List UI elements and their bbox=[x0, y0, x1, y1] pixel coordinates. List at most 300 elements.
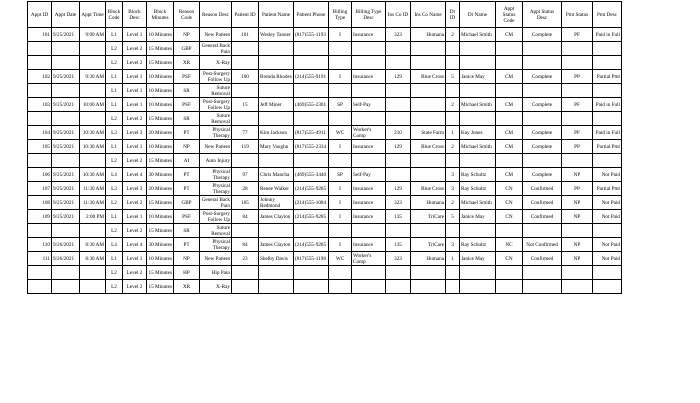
cell-appt-time: 10:30 AM bbox=[80, 168, 106, 182]
cell-appt-date bbox=[52, 266, 80, 280]
cell-appt-status-desc: Complete bbox=[523, 28, 562, 42]
cell-dr-id bbox=[446, 266, 460, 280]
cell-appt-status-code bbox=[496, 280, 523, 294]
cell-ins-co-name bbox=[411, 98, 446, 112]
cell-appt-date: 9/26/2021 bbox=[52, 252, 80, 266]
cell-dr-id: 2 bbox=[446, 98, 460, 112]
cell-pmt-status bbox=[562, 42, 593, 56]
cell-ins-co-id: 129 bbox=[386, 140, 411, 154]
table-row bbox=[28, 210, 622, 224]
cell-dr-id bbox=[446, 280, 460, 294]
cell-appt-status-desc: Confirmed bbox=[523, 182, 562, 196]
cell-reason-code: SR bbox=[174, 112, 200, 126]
cell-pmt-desc: Partial Pmt bbox=[593, 70, 622, 84]
cell-billing-type: I bbox=[329, 238, 352, 252]
cell-block-code: L4 bbox=[106, 238, 123, 252]
cell-pmt-desc: Paid in Full bbox=[593, 98, 622, 112]
cell-patient-phone bbox=[294, 56, 329, 70]
cell-billing-type-desc: Insurance bbox=[352, 70, 386, 84]
cell-reason-desc: X-Ray bbox=[200, 56, 232, 70]
cell-appt-time: 8:30 AM bbox=[80, 252, 106, 266]
cell-appt-time bbox=[80, 224, 106, 238]
cell-billing-type: I bbox=[329, 70, 352, 84]
cell-pmt-desc bbox=[593, 266, 622, 280]
cell-appt-time: 2:00 PM bbox=[80, 210, 106, 224]
cell-appt-status-code bbox=[496, 56, 523, 70]
cell-reason-code: NP bbox=[174, 252, 200, 266]
cell-block-desc: Level 1 bbox=[123, 70, 147, 84]
cell-dr-name: Michael Smith bbox=[460, 98, 496, 112]
cell-appt-date bbox=[52, 56, 80, 70]
cell-appt-id bbox=[28, 154, 52, 168]
cell-block-code: L3 bbox=[106, 126, 123, 140]
column-header-patient-name: Patient Name bbox=[259, 2, 294, 28]
cell-appt-status-code: CM bbox=[496, 126, 523, 140]
cell-appt-status-desc: Confirmed bbox=[523, 252, 562, 266]
cell-appt-time bbox=[80, 154, 106, 168]
cell-patient-phone: (817)555-1193 bbox=[294, 28, 329, 42]
cell-appt-time bbox=[80, 280, 106, 294]
cell-reason-desc: Hip Pain bbox=[200, 266, 232, 280]
cell-appt-time: 10:00 AM bbox=[80, 98, 106, 112]
cell-patient-id: 84 bbox=[232, 238, 259, 252]
cell-appt-status-code: CM bbox=[496, 70, 523, 84]
cell-patient-id bbox=[232, 84, 259, 98]
cell-dr-name bbox=[460, 280, 496, 294]
cell-patient-name: Renee Walker bbox=[259, 182, 294, 196]
column-header-reason-desc: Reason Desc bbox=[200, 2, 232, 28]
cell-appt-status-code: CM bbox=[496, 140, 523, 154]
cell-appt-date bbox=[52, 154, 80, 168]
table-row bbox=[28, 168, 622, 182]
cell-block-minutes: 10 Minutes bbox=[147, 252, 174, 266]
cell-block-desc: Level 2 bbox=[123, 196, 147, 210]
cell-ins-co-id bbox=[386, 280, 411, 294]
cell-pmt-status: PF bbox=[562, 98, 593, 112]
cell-billing-type bbox=[329, 112, 352, 126]
cell-block-code: L2 bbox=[106, 280, 123, 294]
table-row bbox=[28, 70, 622, 84]
table-row bbox=[28, 266, 622, 280]
column-header-block-desc: Block Desc bbox=[123, 2, 147, 28]
cell-reason-desc: General Back Pain bbox=[200, 196, 232, 210]
cell-appt-status-code: NC bbox=[496, 238, 523, 252]
cell-patient-name: Mary Vaughn bbox=[259, 140, 294, 154]
table-row bbox=[28, 196, 622, 210]
cell-billing-type bbox=[329, 56, 352, 70]
cell-appt-status-desc bbox=[523, 112, 562, 126]
cell-appt-time bbox=[80, 266, 106, 280]
cell-appt-status-code: CM bbox=[496, 98, 523, 112]
cell-reason-desc: Physical Therapy bbox=[200, 168, 232, 182]
column-header-block-code: Block Code bbox=[106, 2, 123, 28]
cell-block-minutes: 30 Minutes bbox=[147, 238, 174, 252]
cell-reason-desc: Auto Injury bbox=[200, 154, 232, 168]
cell-patient-phone bbox=[294, 154, 329, 168]
cell-pmt-status: PP bbox=[562, 140, 593, 154]
cell-patient-id: 119 bbox=[232, 140, 259, 154]
column-header-pmt-desc: Pmt Desc bbox=[593, 2, 622, 28]
cell-appt-date bbox=[52, 42, 80, 56]
cell-appt-date: 9/25/2021 bbox=[52, 196, 80, 210]
cell-block-code: L1 bbox=[106, 252, 123, 266]
cell-patient-phone: (469)555-3440 bbox=[294, 168, 329, 182]
cell-block-minutes: 15 Minutes bbox=[147, 42, 174, 56]
cell-appt-id bbox=[28, 280, 52, 294]
cell-pmt-status: PP bbox=[562, 182, 593, 196]
cell-block-code: L2 bbox=[106, 224, 123, 238]
cell-ins-co-name bbox=[411, 154, 446, 168]
cell-appt-time: 10:30 AM bbox=[80, 126, 106, 140]
cell-appt-status-code bbox=[496, 84, 523, 98]
cell-appt-time bbox=[80, 56, 106, 70]
column-header-patient-id: Patient ID bbox=[232, 2, 259, 28]
cell-appt-status-code bbox=[496, 42, 523, 56]
cell-reason-desc: Physical Therapy bbox=[200, 182, 232, 196]
cell-block-minutes: 30 Minutes bbox=[147, 168, 174, 182]
cell-ins-co-name: Humana bbox=[411, 196, 446, 210]
cell-block-code: L4 bbox=[106, 168, 123, 182]
cell-reason-desc: Suture Removal bbox=[200, 112, 232, 126]
cell-patient-phone bbox=[294, 112, 329, 126]
cell-dr-name: Michael Smith bbox=[460, 140, 496, 154]
cell-ins-co-name: Humana bbox=[411, 28, 446, 42]
cell-patient-id bbox=[232, 154, 259, 168]
cell-patient-id: 23 bbox=[232, 252, 259, 266]
cell-billing-type-desc: Insurance bbox=[352, 196, 386, 210]
cell-pmt-status bbox=[562, 266, 593, 280]
cell-patient-phone: (817)555-1198 bbox=[294, 252, 329, 266]
cell-block-minutes: 20 Minutes bbox=[147, 182, 174, 196]
cell-ins-co-name bbox=[411, 42, 446, 56]
cell-patient-phone: (214)555-1084 bbox=[294, 196, 329, 210]
cell-pmt-status: PF bbox=[562, 28, 593, 42]
cell-ins-co-name: TriCare bbox=[411, 210, 446, 224]
cell-reason-code: PSF bbox=[174, 70, 200, 84]
cell-billing-type: I bbox=[329, 28, 352, 42]
cell-appt-status-code bbox=[496, 154, 523, 168]
cell-appt-date: 9/25/2021 bbox=[52, 28, 80, 42]
cell-ins-co-name bbox=[411, 266, 446, 280]
cell-pmt-desc: Not Paid bbox=[593, 210, 622, 224]
cell-block-code: L2 bbox=[106, 42, 123, 56]
cell-billing-type bbox=[329, 154, 352, 168]
cell-appt-date: 9/25/2021 bbox=[52, 182, 80, 196]
cell-dr-name: Ray Schultz bbox=[460, 182, 496, 196]
cell-ins-co-id bbox=[386, 42, 411, 56]
cell-ins-co-name bbox=[411, 112, 446, 126]
cell-billing-type bbox=[329, 280, 352, 294]
cell-billing-type bbox=[329, 84, 352, 98]
appointments-table bbox=[27, 1, 622, 294]
cell-block-minutes: 10 Minutes bbox=[147, 84, 174, 98]
cell-appt-status-code: CN bbox=[496, 182, 523, 196]
cell-appt-status-desc: Complete bbox=[523, 98, 562, 112]
cell-reason-code: HP bbox=[174, 266, 200, 280]
cell-patient-name: James Clayton bbox=[259, 238, 294, 252]
cell-block-minutes: 20 Minutes bbox=[147, 126, 174, 140]
column-header-appt-date: Appt Date bbox=[52, 2, 80, 28]
cell-pmt-status bbox=[562, 84, 593, 98]
cell-billing-type bbox=[329, 42, 352, 56]
cell-ins-co-id bbox=[386, 224, 411, 238]
cell-block-desc: Level 2 bbox=[123, 42, 147, 56]
cell-reason-code: GBP bbox=[174, 42, 200, 56]
cell-billing-type: I bbox=[329, 196, 352, 210]
cell-appt-time bbox=[80, 42, 106, 56]
cell-pmt-desc: Paid in Full bbox=[593, 28, 622, 42]
cell-billing-type: WC bbox=[329, 252, 352, 266]
cell-appt-id bbox=[28, 266, 52, 280]
cell-block-desc: Level 1 bbox=[123, 140, 147, 154]
cell-appt-time: 10:30 AM bbox=[80, 140, 106, 154]
cell-appt-date: 9/25/2021 bbox=[52, 126, 80, 140]
cell-ins-co-name: Blue Cross bbox=[411, 140, 446, 154]
cell-billing-type-desc: Self-Pay bbox=[352, 98, 386, 112]
cell-billing-type: I bbox=[329, 210, 352, 224]
cell-reason-desc: X-Ray bbox=[200, 280, 232, 294]
cell-reason-desc: New Patient bbox=[200, 252, 232, 266]
cell-patient-name: Kim Jackson bbox=[259, 126, 294, 140]
cell-block-desc: Level 2 bbox=[123, 280, 147, 294]
cell-appt-id: 104 bbox=[28, 126, 52, 140]
table-row bbox=[28, 112, 622, 126]
cell-ins-co-name: Blue Cross bbox=[411, 182, 446, 196]
cell-patient-phone: (214)555-9285 bbox=[294, 210, 329, 224]
cell-appt-status-desc bbox=[523, 224, 562, 238]
cell-appt-id: 108 bbox=[28, 196, 52, 210]
cell-patient-phone: (214)555-9285 bbox=[294, 238, 329, 252]
cell-patient-name: Chris Mancha bbox=[259, 168, 294, 182]
cell-appt-date: 9/25/2021 bbox=[52, 70, 80, 84]
cell-block-desc: Level 2 bbox=[123, 154, 147, 168]
cell-block-code: L2 bbox=[106, 56, 123, 70]
cell-ins-co-name bbox=[411, 168, 446, 182]
cell-patient-id: 100 bbox=[232, 70, 259, 84]
cell-block-minutes: 10 Minutes bbox=[147, 28, 174, 42]
cell-patient-id: 84 bbox=[232, 210, 259, 224]
cell-pmt-status: PF bbox=[562, 126, 593, 140]
cell-reason-code: PSF bbox=[174, 210, 200, 224]
cell-dr-id: 5 bbox=[446, 210, 460, 224]
cell-appt-status-desc: Complete bbox=[523, 126, 562, 140]
cell-dr-name bbox=[460, 42, 496, 56]
cell-pmt-status bbox=[562, 280, 593, 294]
cell-pmt-status: NP bbox=[562, 252, 593, 266]
cell-block-minutes: 10 Minutes bbox=[147, 140, 174, 154]
cell-reason-code: AI bbox=[174, 154, 200, 168]
cell-appt-date: 9/25/2021 bbox=[52, 98, 80, 112]
cell-block-code: L2 bbox=[106, 112, 123, 126]
cell-block-desc: Level 2 bbox=[123, 56, 147, 70]
table-row bbox=[28, 84, 622, 98]
cell-reason-desc: Post-Surgery Follow Up bbox=[200, 210, 232, 224]
cell-reason-desc: New Patient bbox=[200, 28, 232, 42]
cell-patient-phone: (817)555-4911 bbox=[294, 126, 329, 140]
cell-patient-name: James Clayton bbox=[259, 210, 294, 224]
cell-dr-id: 1 bbox=[446, 126, 460, 140]
cell-block-desc: Level 2 bbox=[123, 266, 147, 280]
cell-reason-desc: Post-Surgery Follow Up bbox=[200, 98, 232, 112]
cell-reason-desc: New Patient bbox=[200, 140, 232, 154]
cell-billing-type-desc: Worker's Comp bbox=[352, 126, 386, 140]
cell-appt-status-desc bbox=[523, 280, 562, 294]
column-header-appt-status-desc: Appt Status Desc bbox=[523, 2, 562, 28]
cell-block-minutes: 15 Minutes bbox=[147, 196, 174, 210]
cell-billing-type-desc: Worker's Comp bbox=[352, 252, 386, 266]
cell-block-code: L2 bbox=[106, 196, 123, 210]
cell-reason-code: PT bbox=[174, 126, 200, 140]
cell-appt-date: 9/26/2021 bbox=[52, 238, 80, 252]
table-row bbox=[28, 154, 622, 168]
cell-billing-type: I bbox=[329, 140, 352, 154]
cell-billing-type-desc: Insurance bbox=[352, 140, 386, 154]
cell-pmt-status: PP bbox=[562, 70, 593, 84]
cell-pmt-desc bbox=[593, 280, 622, 294]
cell-reason-code: XR bbox=[174, 56, 200, 70]
cell-appt-id: 111 bbox=[28, 252, 52, 266]
cell-dr-id: 3 bbox=[446, 238, 460, 252]
cell-appt-status-desc bbox=[523, 154, 562, 168]
column-header-appt-id: Appt ID bbox=[28, 2, 52, 28]
cell-block-code: L1 bbox=[106, 28, 123, 42]
cell-patient-id bbox=[232, 42, 259, 56]
cell-dr-name: Michael Smith bbox=[460, 28, 496, 42]
cell-patient-name: Jeff Miner bbox=[259, 98, 294, 112]
cell-pmt-desc bbox=[593, 154, 622, 168]
cell-block-desc: Level 1 bbox=[123, 252, 147, 266]
cell-patient-name: Wesley Tanner bbox=[259, 28, 294, 42]
cell-patient-phone bbox=[294, 280, 329, 294]
cell-ins-co-id: 135 bbox=[386, 210, 411, 224]
cell-dr-id bbox=[446, 84, 460, 98]
cell-block-code: L1 bbox=[106, 210, 123, 224]
cell-appt-id bbox=[28, 42, 52, 56]
cell-billing-type: SP bbox=[329, 168, 352, 182]
cell-appt-status-desc bbox=[523, 266, 562, 280]
cell-pmt-desc: Partial Pmt bbox=[593, 140, 622, 154]
cell-ins-co-id: 323 bbox=[386, 252, 411, 266]
cell-ins-co-id: 129 bbox=[386, 182, 411, 196]
cell-dr-name: Janice May bbox=[460, 70, 496, 84]
cell-block-code: L2 bbox=[106, 266, 123, 280]
cell-patient-id bbox=[232, 56, 259, 70]
cell-appt-status-code: CM bbox=[496, 168, 523, 182]
cell-dr-id bbox=[446, 42, 460, 56]
cell-pmt-status: NP bbox=[562, 196, 593, 210]
cell-block-desc: Level 3 bbox=[123, 182, 147, 196]
cell-reason-code: GBP bbox=[174, 196, 200, 210]
cell-billing-type bbox=[329, 224, 352, 238]
cell-dr-id bbox=[446, 112, 460, 126]
cell-billing-type-desc bbox=[352, 266, 386, 280]
cell-ins-co-id: 135 bbox=[386, 238, 411, 252]
cell-pmt-status: NP bbox=[562, 210, 593, 224]
table-body bbox=[28, 28, 622, 294]
column-header-patient-phone: Patient Phone bbox=[294, 2, 329, 28]
cell-reason-desc: Post-Surgery Follow Up bbox=[200, 70, 232, 84]
cell-ins-co-name: Blue Cross bbox=[411, 70, 446, 84]
column-header-billing-type: Billing Type bbox=[329, 2, 352, 28]
cell-pmt-desc: Partial Pmt bbox=[593, 182, 622, 196]
cell-pmt-desc: Not Paid bbox=[593, 252, 622, 266]
cell-dr-name bbox=[460, 56, 496, 70]
cell-pmt-status: NP bbox=[562, 168, 593, 182]
cell-pmt-desc: Paid in Full bbox=[593, 126, 622, 140]
cell-billing-type-desc: Insurance bbox=[352, 238, 386, 252]
cell-dr-id: 3 bbox=[446, 168, 460, 182]
cell-block-minutes: 15 Minutes bbox=[147, 112, 174, 126]
cell-block-desc: Level 1 bbox=[123, 28, 147, 42]
cell-billing-type-desc bbox=[352, 224, 386, 238]
cell-ins-co-id bbox=[386, 112, 411, 126]
cell-ins-co-id: 323 bbox=[386, 28, 411, 42]
cell-block-minutes: 15 Minutes bbox=[147, 224, 174, 238]
cell-billing-type-desc: Insurance bbox=[352, 28, 386, 42]
cell-appt-time bbox=[80, 112, 106, 126]
cell-billing-type-desc bbox=[352, 56, 386, 70]
cell-reason-code: PSF bbox=[174, 98, 200, 112]
cell-patient-id: 77 bbox=[232, 126, 259, 140]
cell-patient-id: 97 bbox=[232, 168, 259, 182]
cell-pmt-desc: Not Paid bbox=[593, 168, 622, 182]
cell-block-minutes: 15 Minutes bbox=[147, 154, 174, 168]
cell-appt-status-desc: Not Confirmed bbox=[523, 238, 562, 252]
cell-appt-status-code bbox=[496, 266, 523, 280]
cell-patient-name bbox=[259, 224, 294, 238]
cell-block-code: L2 bbox=[106, 154, 123, 168]
cell-billing-type-desc bbox=[352, 154, 386, 168]
cell-reason-code: SR bbox=[174, 84, 200, 98]
cell-pmt-desc: Not Paid bbox=[593, 238, 622, 252]
cell-block-minutes: 10 Minutes bbox=[147, 70, 174, 84]
cell-pmt-desc bbox=[593, 56, 622, 70]
cell-appt-date bbox=[52, 224, 80, 238]
cell-patient-phone: (469)555-2301 bbox=[294, 98, 329, 112]
cell-dr-name bbox=[460, 154, 496, 168]
cell-block-desc: Level 2 bbox=[123, 224, 147, 238]
cell-ins-co-id bbox=[386, 84, 411, 98]
cell-block-code: L1 bbox=[106, 84, 123, 98]
cell-dr-name bbox=[460, 112, 496, 126]
cell-patient-phone bbox=[294, 266, 329, 280]
cell-block-desc: Level 1 bbox=[123, 84, 147, 98]
cell-block-minutes: 15 Minutes bbox=[147, 266, 174, 280]
cell-appt-date: 9/25/2021 bbox=[52, 140, 80, 154]
cell-appt-date bbox=[52, 84, 80, 98]
cell-reason-code: NP bbox=[174, 140, 200, 154]
cell-reason-desc: Physical Therapy bbox=[200, 238, 232, 252]
cell-appt-status-code bbox=[496, 224, 523, 238]
cell-appt-id: 109 bbox=[28, 210, 52, 224]
cell-appt-date: 9/25/2021 bbox=[52, 210, 80, 224]
cell-block-code: L1 bbox=[106, 70, 123, 84]
cell-block-desc: Level 4 bbox=[123, 168, 147, 182]
cell-patient-name bbox=[259, 112, 294, 126]
cell-appt-id bbox=[28, 84, 52, 98]
cell-appt-status-desc: Complete bbox=[523, 168, 562, 182]
cell-patient-phone bbox=[294, 224, 329, 238]
cell-billing-type bbox=[329, 266, 352, 280]
cell-block-desc: Level 2 bbox=[123, 112, 147, 126]
cell-block-desc: Level 3 bbox=[123, 126, 147, 140]
table-row bbox=[28, 252, 622, 266]
cell-billing-type-desc: Insurance bbox=[352, 210, 386, 224]
cell-appt-id bbox=[28, 112, 52, 126]
cell-reason-desc: General Back Pain bbox=[200, 42, 232, 56]
cell-appt-status-code: CM bbox=[496, 28, 523, 42]
cell-appt-status-code: CN bbox=[496, 252, 523, 266]
